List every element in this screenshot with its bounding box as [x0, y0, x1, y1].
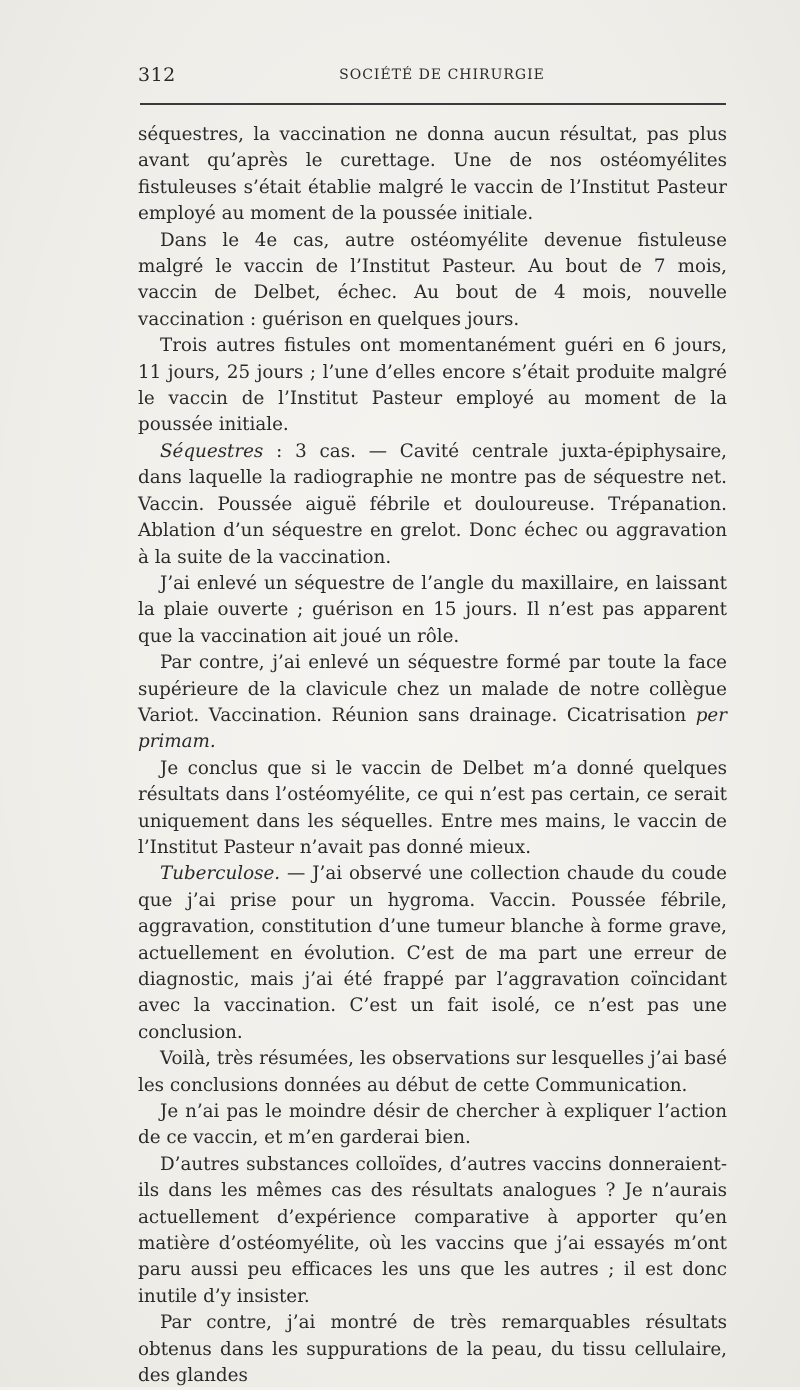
text-run: : 3 cas. — Cavité centrale juxta-épiphysaire, dans laquelle la radiographie ne montre pas de séquestre net. Vaccin. Poussée aiguë fébrile et douloureuse. Trépanation. Ablation d’un séquestre en grelot. Donc échec ou aggravation à la suite de la vaccination. [138, 440, 727, 568]
section-label-sequestres: Séquestres [160, 440, 264, 462]
text-run: Par contre, j’ai montré de très remarquables résultats obtenus dans les suppurations de la peau, du tissu cellulaire, des glandes [138, 1312, 727, 1387]
text-run: Voilà, très résumées, les observations sur lesquelles j’ai basé les conclusions données au début de cette Communication. [138, 1048, 727, 1096]
section-label-tuberculose: Tuberculose. [160, 863, 281, 885]
text-run: D’autres substances colloïdes, d’autres vaccins donneraient-ils dans les mêmes cas des résultats analogues ? Je n’aurais actuellement d’expérience comparative à apporter qu’en matière d’ostéomyélite, où les vaccins que j’ai essayés m’ont paru aussi peu efficaces les uns que les autres ; il est donc inutile d’y insister. [138, 1153, 727, 1307]
paragraph [138, 571, 727, 650]
body-text [138, 122, 727, 1390]
latin-phrase: per primam. [138, 704, 727, 753]
paragraph [138, 861, 727, 1046]
paragraph [138, 1046, 727, 1099]
page-number: 312 [138, 64, 176, 86]
paragraph [138, 1099, 727, 1152]
running-title: SOCIÉTÉ DE CHIRURGIE [339, 67, 545, 83]
text-run: Dans le 4e cas, autre ostéomyélite devenue fistuleuse malgré le vaccin de l’Institut Pasteur. Au bout de 7 mois, vaccin de Delbet, échec. Au bout de 4 mois, nouvelle vaccination : guérison en quelques jours. [138, 229, 727, 330]
text-run: séquestres, la vaccination ne donna aucun résultat, pas plus avant qu’après le curettage. Une de nos ostéomyélites fistuleuses s’était établie malgré le vaccin de l’Institut Pasteur employé au moment de la poussée initiale. [138, 124, 727, 225]
paragraph [138, 122, 727, 228]
paragraph [138, 650, 727, 756]
paragraph [138, 1152, 727, 1310]
page-header [138, 64, 726, 86]
text-run: Je conclus que si le vaccin de Delbet m’a donné quelques résultats dans l’ostéomyélite, ce qui n’est pas certain, ce serait uniquement dans les séquelles. Entre mes mains, le vaccin de l’Institut Pasteur n’avait pas donné mieux. [138, 757, 727, 858]
text-run: Trois autres fistules ont momentanément guéri en 6 jours, 11 jours, 25 jours ; l’une d’elles encore s’était produite malgré le vaccin de l’Institut Pasteur employé au moment de la poussée initiale. [138, 335, 727, 436]
text-run: Par contre, j’ai enlevé un séquestre formé par toute la face supérieure de la clavicule chez un malade de notre collègue Variot. Vaccination. Réunion sans drainage. Cicatrisation [138, 652, 727, 726]
paragraph [138, 333, 727, 439]
text-run: Je n’ai pas le moindre désir de chercher à expliquer l’action de ce vaccin, et m’en garderai bien. [138, 1101, 727, 1149]
text-run: J’ai enlevé un séquestre de l’angle du maxillaire, en laissant la plaie ouverte ; guérison en 15 jours. Il n’est pas apparent que la vaccination ait joué un rôle. [138, 572, 727, 647]
paragraph [138, 228, 727, 334]
paragraph [138, 756, 727, 862]
header-rule [140, 103, 726, 105]
paragraph [138, 1310, 727, 1389]
paragraph [138, 439, 727, 571]
text-run: — J’ai observé une collection chaude du coude que j’ai prise pour un hygroma. Vaccin. Poussée fébrile, aggravation, constitution d’une tumeur blanche à forme grave, actuellement en évolution. C’est de ma part une erreur de diagnostic, mais j’ai été frappé par l’aggravation coïncidant avec la vaccination. C’est un fait isolé, ce n’est pas une conclusion. [138, 863, 727, 1043]
